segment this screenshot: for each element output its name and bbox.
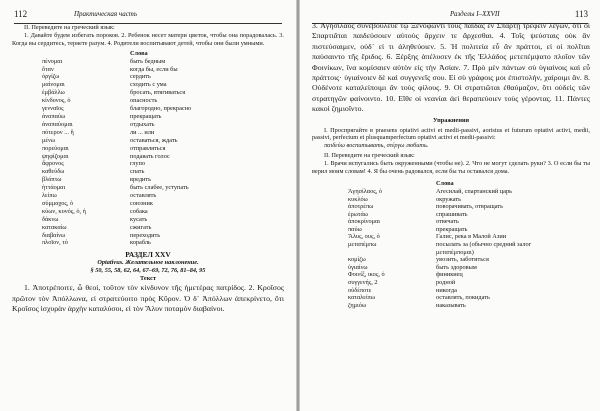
vocab-row — [312, 279, 590, 287]
right-task2-heading: II. Переведите на греческий язык: — [324, 152, 415, 160]
vocab-row — [12, 192, 284, 200]
vocab-row — [12, 137, 284, 145]
vocab-greek: καταλείπω — [348, 294, 375, 302]
left-words-heading: Слова — [130, 49, 148, 57]
vocab-row — [12, 168, 284, 176]
exercises-heading: Упражнения — [432, 116, 470, 124]
vocab-greek: ζημιόω — [348, 301, 367, 309]
right-task2-text: 1. Врачи испугались быть окруженными (чтобы не). 2. Что не могут сделать руки? 3. О если бы ты верил моим словам! 4. Я бы очень радовался, если бы ты оставался дома. — [312, 160, 590, 176]
vocab-greek: πορεύομαι — [42, 144, 69, 152]
vocab-russian: оставлять — [130, 192, 157, 200]
vocab-greek: ἄφρονος — [42, 160, 64, 168]
vocab-russian: опасность — [130, 97, 158, 105]
right-page-number: 113 — [574, 9, 588, 19]
vocab-greek: Ἀγησίλαος, ὁ — [348, 187, 383, 195]
vocab-row — [312, 256, 590, 264]
vocab-russian: наказывать — [436, 301, 466, 309]
vocab-russian: μεταπέμπομαι) — [436, 248, 474, 256]
vocab-row — [12, 200, 284, 208]
vocab-greek: πένομαι — [42, 57, 63, 65]
vocab-row — [312, 287, 590, 295]
vocab-row — [12, 145, 284, 153]
vocab-russian: глупо — [130, 160, 146, 168]
right-page-content — [312, 21, 590, 309]
vocab-russian: корабль — [130, 239, 151, 247]
vocab-russian: кусать — [130, 215, 148, 223]
vocab-row — [312, 196, 590, 204]
vocab-row — [312, 233, 590, 241]
vocab-greek: μεταπέμπω — [348, 241, 377, 249]
vocab-russian: благородно, прекрасно — [130, 105, 192, 113]
vocab-row — [12, 73, 284, 81]
text-heading: Текст — [139, 275, 157, 283]
vocab-greek — [312, 249, 436, 257]
vocab-row — [312, 294, 590, 302]
vocab-russian: быть бедным — [130, 57, 166, 65]
vocab-row — [312, 203, 590, 211]
right-task1-text: I. Проспрягайте в praesens optativi activi et medii-passivi, aoristus et futurum optativi activi, medii, passivi, perfectum et plusquamperfectum optativi activi et medii-passivi: — [312, 126, 590, 142]
vocab-russian: подавать голос — [130, 152, 170, 160]
left-task2-text: 1. Давайте будем избегать пороков. 2. Ребенок несет матери цветок, чтобы она порадовалась. 3. Когда вы сердитесь, теряете разум. 4. Родители воспитывают детей, чтобы они были умными. — [12, 31, 284, 47]
left-page-header — [14, 8, 282, 20]
vocab-russian: прекращать — [436, 225, 468, 233]
left-page-content — [12, 24, 284, 314]
vocab-greek: κυκλόω — [348, 195, 368, 203]
vocab-greek: μένω — [42, 136, 56, 144]
vocab-russian: Агесилай, спартанский царь — [436, 187, 512, 195]
vocab-row — [12, 208, 284, 216]
vocab-greek: συγγενής, 2 — [348, 279, 378, 287]
vocab-row — [12, 160, 284, 168]
vocab-greek: καθεύδω — [42, 168, 65, 176]
right-task1-words: παιδεύω воспитывать, στέργω любить. — [324, 142, 429, 150]
vocab-russian: быть слабее, уступать — [130, 184, 189, 192]
vocab-greek: ἀναπαύομαι — [42, 120, 73, 128]
left-page-number: 112 — [14, 9, 28, 19]
vocab-row — [12, 153, 284, 161]
vocab-greek: οὐδέποτε — [348, 286, 372, 294]
section-title: РАЗДЕЛ XXV — [125, 250, 171, 260]
vocab-greek: σύμμαχος, ὁ — [42, 199, 74, 207]
vocab-row — [12, 81, 284, 89]
left-vocabulary-list — [12, 58, 284, 248]
vocab-greek: ἐμβάλλω — [42, 89, 65, 97]
vocab-row — [12, 216, 284, 224]
vocab-greek: μαίνομαι — [42, 81, 65, 89]
vocab-russian: посылать за (обычно средний залог — [436, 241, 532, 249]
vocab-row — [312, 218, 590, 226]
right-words-heading: Слова — [436, 180, 454, 187]
vocab-row — [12, 239, 284, 247]
vocab-greek: διαβαίνω — [42, 231, 66, 239]
vocab-russian: родной — [436, 279, 456, 287]
left-greek-text: 1. Ἀποτρέποιτε, ὦ θεοί, τοῦτον τὸν κίνδυνον τῆς ἡμετέρας πατρίδος. 2. Κροῖσος πρῶτον τὸν Ἀπόλλωνα, εἰ στρατεύοιτο πρὸς Κῦρον. Ὁ δ᾽ Ἀπόλλων ἀπεκρίνετο, ὅτι Κροῖσος ἰσχυρὰν ἀρχὴν καταλύσοι, εἰ τὸν Ἅλυν ποταμὸν διαβαίνοι. — [12, 283, 284, 313]
vocab-russian: поворачивать, отвращать — [436, 203, 503, 211]
vocab-row — [12, 184, 284, 192]
vocab-russian: быть здоровым — [436, 263, 477, 271]
vocab-russian: когда бы, если бы — [130, 65, 178, 73]
vocab-greek: ὅταν — [42, 65, 54, 73]
vocab-russian: прекращать — [130, 112, 162, 120]
vocab-russian: оставаться, ждать — [130, 136, 178, 144]
vocab-russian: переходить — [130, 231, 161, 239]
vocab-greek: κομίζω — [348, 256, 366, 264]
vocab-row — [12, 176, 284, 184]
vocab-greek: Φοινίξ, ικος, ὁ — [348, 271, 385, 279]
vocab-greek: βλάπτω — [42, 176, 62, 184]
section-subtitle: Optativus. Желательное наклонение. — [97, 259, 199, 267]
vocab-row — [12, 113, 284, 121]
vocab-russian: отдыхать — [130, 120, 155, 128]
vocab-russian: сжигать — [130, 223, 152, 231]
vocab-russian: оставлять, покидать — [436, 294, 490, 302]
vocab-russian: спать — [130, 168, 145, 176]
vocab-row — [12, 97, 284, 105]
vocab-greek: Ἅλυς, ους, ὁ — [348, 233, 380, 241]
vocab-greek: πότερον ... ἤ — [42, 128, 74, 136]
vocab-greek: ἐρωτάω — [348, 210, 368, 218]
right-page-header — [312, 8, 588, 20]
vocab-russian: сходить с ума — [130, 81, 167, 89]
vocab-row — [312, 302, 590, 310]
vocab-russian: увозить, заботиться — [436, 256, 489, 264]
vocab-russian: окружать — [436, 195, 461, 203]
right-page — [300, 0, 600, 411]
vocab-row — [312, 226, 590, 234]
vocab-greek: λείπω — [42, 192, 57, 200]
vocab-greek: ἀποκρίνομαι — [348, 218, 381, 226]
vocab-greek: ἡττάομαι — [42, 184, 66, 192]
vocab-russian: отправляться — [130, 144, 166, 152]
vocab-russian: бросать, втягиваться — [130, 89, 186, 97]
left-running-head: Практическая часть — [74, 10, 138, 18]
left-task2-heading: II. Переведите на греческий язык: — [24, 24, 115, 31]
vocab-row — [312, 188, 590, 196]
vocab-russian: сердить — [130, 73, 151, 81]
vocab-russian: ли ... или — [130, 128, 155, 136]
vocab-row — [12, 121, 284, 129]
right-running-head: Разделы I–XXVII — [450, 10, 500, 18]
vocab-row — [312, 241, 590, 249]
vocab-row — [12, 232, 284, 240]
vocab-row — [12, 224, 284, 232]
vocab-russian: Галис, река в Малой Азии — [436, 233, 507, 241]
left-page — [0, 0, 296, 411]
vocab-russian: спрашивать — [436, 210, 468, 218]
vocab-row — [312, 211, 590, 219]
vocab-greek: ἀποτρέπω — [348, 203, 374, 211]
right-greek-text: 3. Ἀγησίλαος συνεβούλευε τῷ Ξενοφῶντι τοὺς παῖδας ἐν Σπάρτῃ τρέφειν λέγων, ὅτι οἱ Σπαρτιᾶται παιδεύσοιεν αὐτοὺς ἄρχειν τε ἄρχεσθαι. 4. Τοῖς ψεύσταις οὐκ ἂν πιστεύσαιμεν, οὐδ᾽ εἰ τι ἀληθεύοιεν. 5. Ἡ πολιτεία εὖ ἂν πράττοι, εἰ οἱ πολῖται παύσαιντο τῆς ἔριδος. 6. Ξέρξης ἀπέλυσεν ἐκ τῆς Ἑλλάδος μετεπέμψατο πλοῖον τῶν Φοινίκων, ἵνα κομίσαιεν αὐτὸν εἰς τὴν Ἀσίαν. 7. Πρὸ μὲν πάντων σὺ ὑγιαίνοις καὶ εὖ πράττοις· ὑγιαίνοιεν δὲ καὶ συγγενεῖς σου. Εἰ σὺ γράφοις μοι ἐπιστολήν, χαίροιμι ἄν. 8. Οὐδένοτε καταλείποιμι ἂν τοὺς φίλους. 9. Οἱ στρατιῶται ἐθαύμαζον, ὅτι οὐδεὶς τῶν στρατηγῶν φαίνοιντο. 10. Εἴθε οἱ νεανίαι ἀεὶ θεραπεύοιεν τοὺς γέροντας. 11. Πάντες κακοὶ ζημιοῖντο. — [312, 21, 590, 114]
vocab-row — [12, 66, 284, 74]
vocab-greek: ψηφίζομαι — [42, 152, 69, 160]
vocab-russian: отвечать — [436, 218, 459, 226]
vocab-russian: вредить — [130, 176, 152, 184]
vocab-greek: παύω — [348, 225, 362, 233]
vocab-russian: никогда — [436, 286, 457, 294]
vocab-russian: союзник — [130, 199, 153, 207]
vocab-greek: ὑγιαίνω — [348, 263, 368, 271]
vocab-russian: финикиец — [436, 271, 463, 279]
vocab-greek: πλοῖον, τό — [42, 239, 68, 247]
vocab-greek: δάκνω — [42, 215, 59, 223]
right-vocabulary-list — [312, 188, 590, 310]
vocab-greek: ἀναπαύω — [42, 112, 66, 120]
vocab-greek: κύων, κυνός, ὁ, ἡ — [42, 207, 86, 215]
vocab-row — [312, 271, 590, 279]
vocab-greek: ὀργίζω — [42, 73, 60, 81]
section-paragraph-refs: § 50, 55, 58, 62, 64, 67–69, 72, 76, 81–84, 95 — [90, 267, 206, 275]
vocab-row — [12, 89, 284, 97]
vocab-greek: κίνδυνος, ὁ — [42, 97, 71, 105]
vocab-row — [312, 264, 590, 272]
vocab-row — [12, 105, 284, 113]
vocab-greek: κατακαίω — [42, 223, 67, 231]
vocab-greek: γενναῖος — [42, 105, 64, 113]
vocab-row — [312, 249, 590, 257]
vocab-row — [12, 58, 284, 66]
vocab-row — [12, 129, 284, 137]
vocab-russian: собака — [130, 207, 148, 215]
